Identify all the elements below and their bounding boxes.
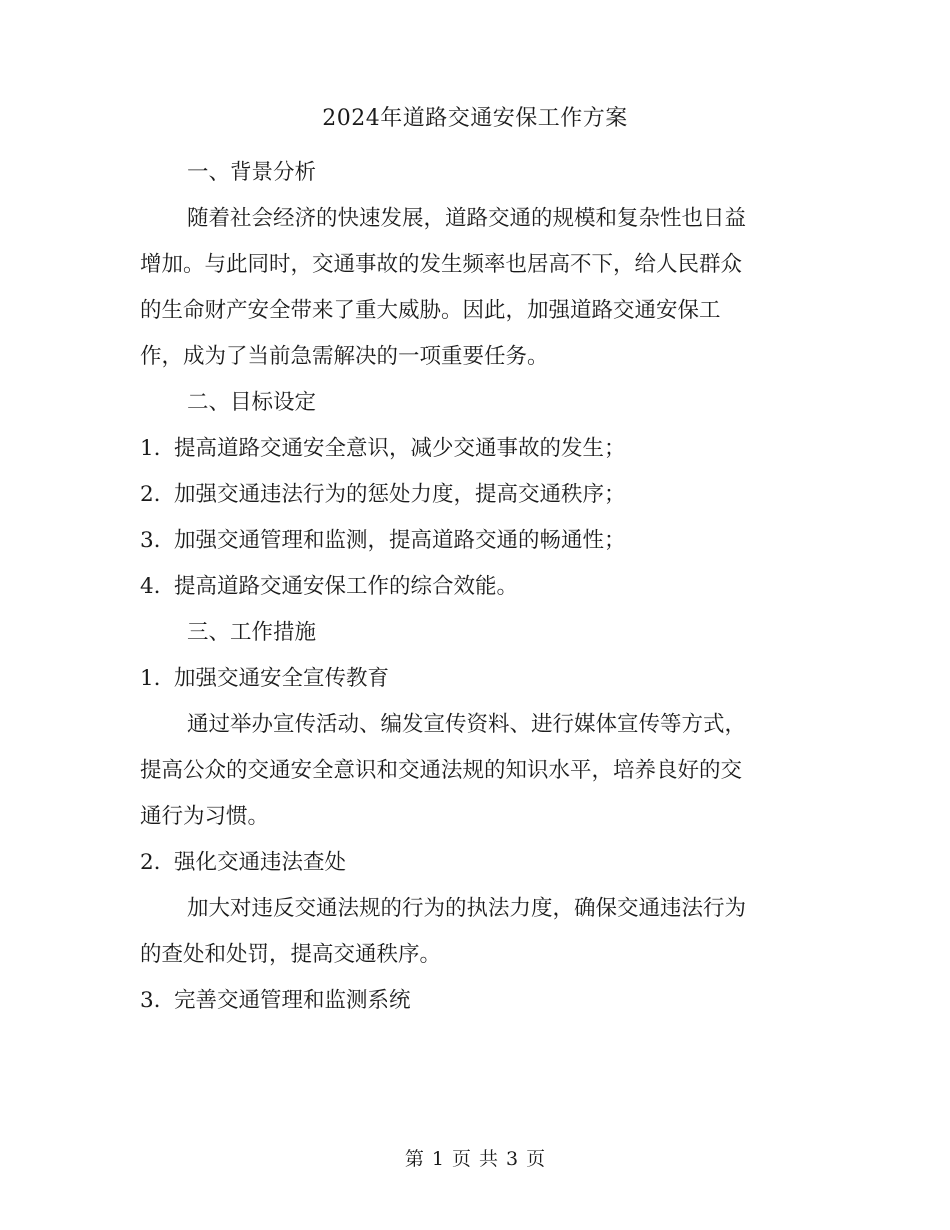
measure-heading [140, 978, 806, 1024]
section-heading-background: 一、背景分析 [187, 160, 317, 185]
footer-word-ye: 页 [451, 1148, 471, 1170]
goal-number: 3. [140, 528, 161, 553]
paragraph-line: 加大对违反交通法规的行为的执法力度，确保交通违法行为 [187, 896, 747, 921]
paragraph-line: 的查处和处罚，提高交通秩序。 [140, 942, 442, 967]
goal-text: 加强交通违法行为的惩处力度，提高交通秩序； [174, 482, 626, 507]
document-body [140, 150, 806, 1024]
goal-text: 加强交通管理和监测，提高道路交通的畅通性； [174, 528, 626, 553]
document-title: 2024年道路交通安保工作方案 [322, 106, 628, 131]
measure-title: 强化交通违法查处 [174, 850, 347, 875]
footer-word-di: 第 [404, 1148, 424, 1170]
page-footer [0, 1146, 950, 1172]
goal-text: 提高道路交通安保工作的综合效能。 [174, 574, 519, 599]
footer-word-gong: 共 [479, 1148, 499, 1170]
goal-item [140, 426, 806, 472]
goal-text: 提高道路交通安全意识，减少交通事故的发生； [174, 436, 626, 461]
measure-title: 完善交通管理和监测系统 [174, 988, 411, 1013]
goal-item [140, 518, 806, 564]
goal-number: 1. [140, 436, 161, 461]
goal-number: 4. [140, 574, 161, 599]
paragraph-line: 通行为习惯。 [140, 804, 270, 829]
paragraph-line: 提高公众的交通安全意识和交通法规的知识水平，培养良好的交 [140, 758, 743, 783]
goal-number: 2. [140, 482, 161, 507]
footer-page-number: 1 [431, 1148, 444, 1170]
measure-number: 1. [140, 666, 161, 691]
measure-number: 2. [140, 850, 161, 875]
measure-number: 3. [140, 988, 161, 1013]
goal-item [140, 472, 806, 518]
footer-word-ye2: 页 [526, 1148, 546, 1170]
paragraph-line: 随着社会经济的快速发展，道路交通的规模和复杂性也日益 [187, 206, 747, 231]
section-heading-goals: 二、目标设定 [187, 390, 317, 415]
footer-total-pages: 3 [506, 1148, 519, 1170]
section-heading-measures: 三、工作措施 [187, 620, 317, 645]
paragraph-line: 通过举办宣传活动、编发宣传资料、进行媒体宣传等方式， [187, 712, 747, 737]
paragraph-line: 的生命财产安全带来了重大威胁。因此，加强道路交通安保工 [140, 298, 721, 323]
measure-heading [140, 840, 806, 886]
paragraph-line: 增加。与此同时，交通事故的发生频率也居高不下，给人民群众 [140, 252, 743, 277]
paragraph-line: 作，成为了当前急需解决的一项重要任务。 [140, 344, 549, 369]
goal-item [140, 564, 806, 610]
measure-title: 加强交通安全宣传教育 [174, 666, 390, 691]
measure-heading [140, 656, 806, 702]
